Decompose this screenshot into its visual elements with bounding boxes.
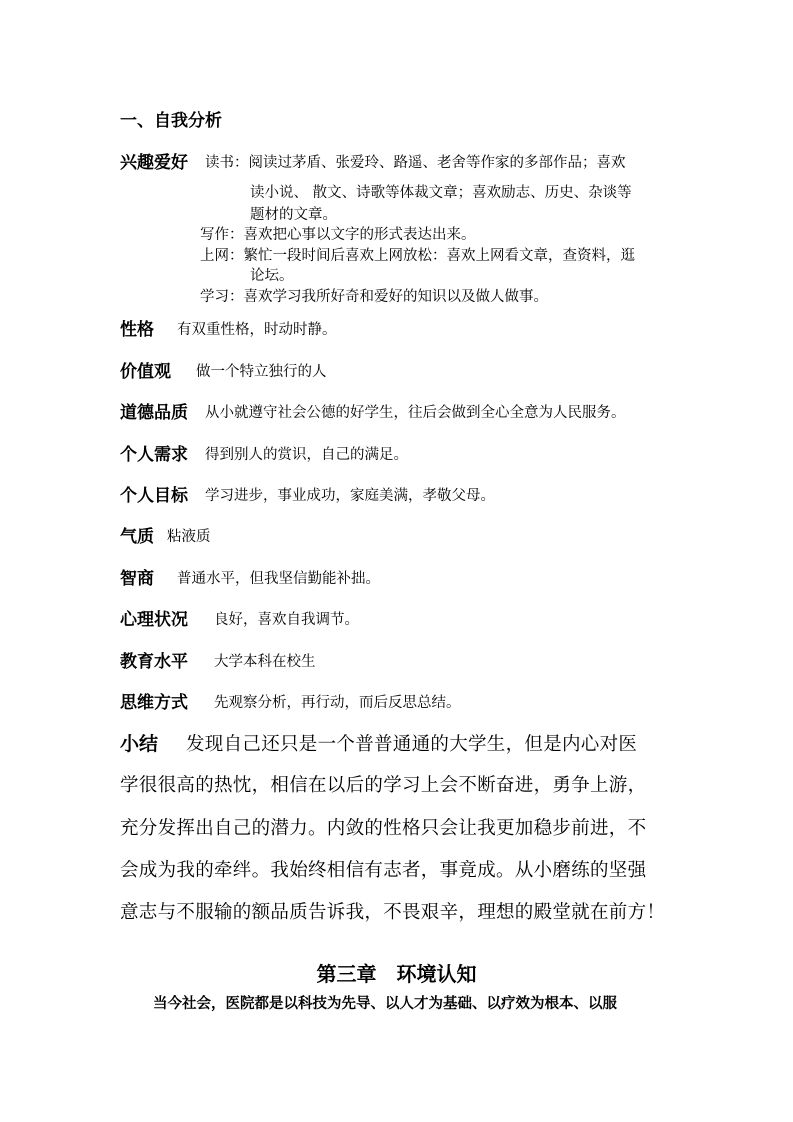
item-text: 从小就遵守社会公德的好学生，往后会做到全心全意为人民服务。	[205, 405, 626, 421]
item-text: 得到别人的赏识，自己的满足。	[205, 447, 408, 463]
hobbies-line-1: 读书：阅读过茅盾、张爱玲、路遥、老舍等作家的多部作品；喜欢	[205, 155, 626, 171]
item-label: 个人需求	[120, 445, 188, 465]
item-label: 性格	[120, 320, 154, 340]
summary-line-4: 会成为我的牵绊。我始终相信有志者，事竟成。从小磨练的坚强	[120, 860, 647, 881]
hobbies-line-5: 上网：繁忙一段时间后喜欢上网放松：喜欢上网看文章，查资料，逛	[200, 248, 635, 264]
hobbies-label: 兴趣爱好	[120, 153, 188, 173]
section-heading: 一、自我分析	[120, 111, 222, 131]
item-text: 先观察分析，再行动，而后反思总结。	[214, 695, 461, 711]
item-label: 气质	[120, 527, 154, 547]
item-label: 价值观	[120, 362, 171, 382]
item-text: 大学本科在校生	[214, 654, 316, 670]
hobbies-line-2: 读小说、 散文、诗歌等体裁文章；喜欢励志、历史、杂谈等	[250, 185, 632, 201]
item-text: 良好，喜欢自我调节。	[214, 612, 359, 628]
summary-line-2: 学很很高的热忱，相信在以后的学习上会不断奋进，勇争上游，	[120, 775, 647, 796]
hobbies-line-7: 学习：喜欢学习我所好奇和爱好的知识以及做人做事。	[200, 289, 548, 305]
item-text: 做一个特立独行的人	[196, 364, 327, 380]
summary-line-3: 充分发挥出自己的潜力。内敛的性格只会让我更加稳步前进，不	[120, 818, 647, 839]
item-label: 个人目标	[120, 486, 188, 506]
hobbies-line-6: 论坛。	[250, 268, 294, 284]
chapter-title: 第三章 环境认知	[316, 962, 477, 986]
chapter-lead-text: 当今社会，医院都是以科技为先导、以人才为基础、以疗效为根本、以服	[153, 995, 617, 1012]
item-label: 心理状况	[120, 610, 188, 630]
summary-line-5: 意志与不服输的额品质告诉我，不畏艰辛，理想的殿堂就在前方！	[120, 902, 666, 923]
hobbies-line-4: 写作：喜欢把心事以文字的形式表达出来。	[200, 227, 476, 243]
item-text: 学习进步，事业成功，家庭美满，孝敬父母。	[205, 488, 495, 504]
item-label: 教育水平	[120, 652, 188, 672]
hobbies-line-3: 题材的文章。	[250, 207, 337, 223]
item-label: 思维方式	[120, 693, 188, 713]
item-text: 粘液质	[167, 529, 211, 545]
item-text: 普通水平，但我坚信勤能补拙。	[177, 571, 380, 587]
item-label: 道德品质	[120, 403, 188, 423]
summary-label: 小结	[120, 733, 159, 755]
item-text: 有双重性格，时动时静。	[177, 322, 337, 338]
summary-line-1: 发现自己还只是一个普普通通的大学生，但是内心对医	[186, 734, 638, 755]
item-label: 智商	[120, 569, 154, 589]
